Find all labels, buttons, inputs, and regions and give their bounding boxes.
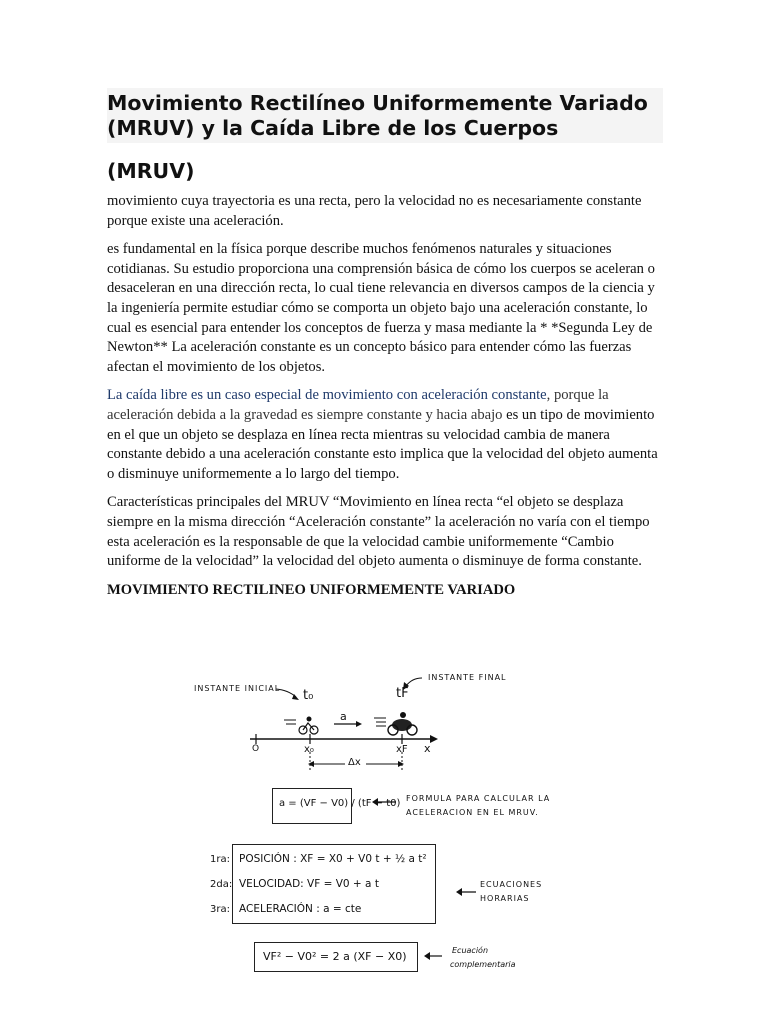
free-fall-link[interactable]: es un caso especial de movimiento con aceleración constante bbox=[190, 387, 547, 404]
ordinal-2: 2da: bbox=[210, 879, 233, 890]
tf-label: tF bbox=[396, 686, 409, 701]
complementary-label-2: complementaria bbox=[450, 960, 516, 969]
title-line-2: (MRUV) y la Caída Libre de los Cuerpos bbox=[107, 116, 559, 140]
xf-label: xF bbox=[396, 744, 408, 755]
paragraph-characteristics: Características principales del MRUV “Movimiento en línea recta “el objeto se desplaza siempre en la misma dirección “Aceleración constante” la aceleración no varía con el tiempo esta aceleración es la responsable de que la velocidad cambie uniformemente “Cambio uniforme de la velocidad” la velocidad del objeto aumenta o disminuye de forma constante. bbox=[107, 494, 650, 570]
formula-note-line-2: ACELERACION EN EL MRUV. bbox=[406, 808, 539, 817]
paragraph-free-fall bbox=[107, 386, 663, 484]
mruv-diagram bbox=[190, 664, 572, 976]
acceleration-arrow-label: a bbox=[340, 710, 347, 723]
formula-note-line-1: FORMULA PARA CALCULAR LA bbox=[406, 794, 551, 803]
ordinal-1: 1ra: bbox=[210, 854, 230, 865]
instante-final-label: INSTANTE FINAL bbox=[428, 673, 507, 682]
paragraph-definition: movimiento cuya trayectoria es una recta, pero la velocidad no es necesariamente constante porque existe una aceleración. bbox=[107, 193, 642, 229]
section-heading: (MRUV) bbox=[107, 159, 195, 183]
motorcycle-final-icon bbox=[374, 712, 417, 735]
free-fall-gravity: , porque la aceleración debida a la gravedad es siempre constante y hacia abajo bbox=[107, 387, 609, 423]
document-body bbox=[107, 88, 663, 600]
acceleration-formula: a = (VF − V0) / (tF − t0) bbox=[279, 798, 401, 809]
free-fall-intro: La caída libre bbox=[107, 387, 191, 404]
subheading: MOVIMIENTO RECTILINEO UNIFORMEMENTE VARIADO bbox=[107, 581, 516, 598]
complementary-label-1: Ecuación bbox=[452, 946, 489, 955]
horarias-label: HORARIAS bbox=[480, 894, 530, 903]
acceleration-equation: ACELERACIÓN : a = cte bbox=[239, 903, 362, 915]
instante-inicial-label: INSTANTE INICIAL bbox=[194, 684, 281, 693]
x0-label: x₀ bbox=[304, 744, 314, 755]
diagram-lines bbox=[190, 664, 572, 976]
motorcycle-initial-icon bbox=[284, 717, 318, 735]
document-title bbox=[107, 88, 663, 143]
velocity-equation: VELOCIDAD: VF = V0 + a t bbox=[239, 878, 379, 890]
horary-equations-box bbox=[232, 844, 436, 924]
delta-x-label: Δx bbox=[348, 757, 361, 768]
complementary-equation-box bbox=[254, 942, 418, 972]
ordinal-3: 3ra: bbox=[210, 904, 230, 915]
ecuaciones-label: ECUACIONES bbox=[480, 880, 543, 889]
paragraph-importance: es fundamental en la física porque describe muchos fenómenos naturales y situaciones cotidianas. Su estudio proporciona una comprensión básica de cómo los cuerpos se aceleran o desaceleran en una dirección recta, lo cual tiene relevancia en diversos campos de la ciencia y la ingeniería permite estudiar cómo se comporta un objeto bajo una aceleración constante, lo cual es esencial para entender los conceptos de fuerza y masa mediante la * *Segunda Ley de Newton** La aceleración constante es un concepto básico para entender cómo las fuerzas afectan el movimiento de los objetos. bbox=[107, 241, 655, 375]
free-fall-rest: es un tipo de movimiento en el que un objeto se desplaza en línea recta mientras su velocidad cambia de manera constante debido a una aceleración constante esto implica que la velocidad del objeto aumenta o disminuye uniformemente a lo largo del tiempo. bbox=[107, 406, 658, 482]
x-axis-label: x bbox=[424, 742, 431, 755]
origin-label: O bbox=[252, 744, 260, 754]
complementary-equation: VF² − V0² = 2 a (XF − X0) bbox=[263, 950, 407, 963]
acceleration-formula-box bbox=[272, 788, 401, 824]
t0-label: t₀ bbox=[303, 688, 314, 703]
position-equation: POSICIÓN : XF = X0 + V0 t + ½ a t² bbox=[239, 853, 427, 865]
title-line-1: Movimiento Rectilíneo Uniformemente Variado bbox=[107, 91, 648, 115]
